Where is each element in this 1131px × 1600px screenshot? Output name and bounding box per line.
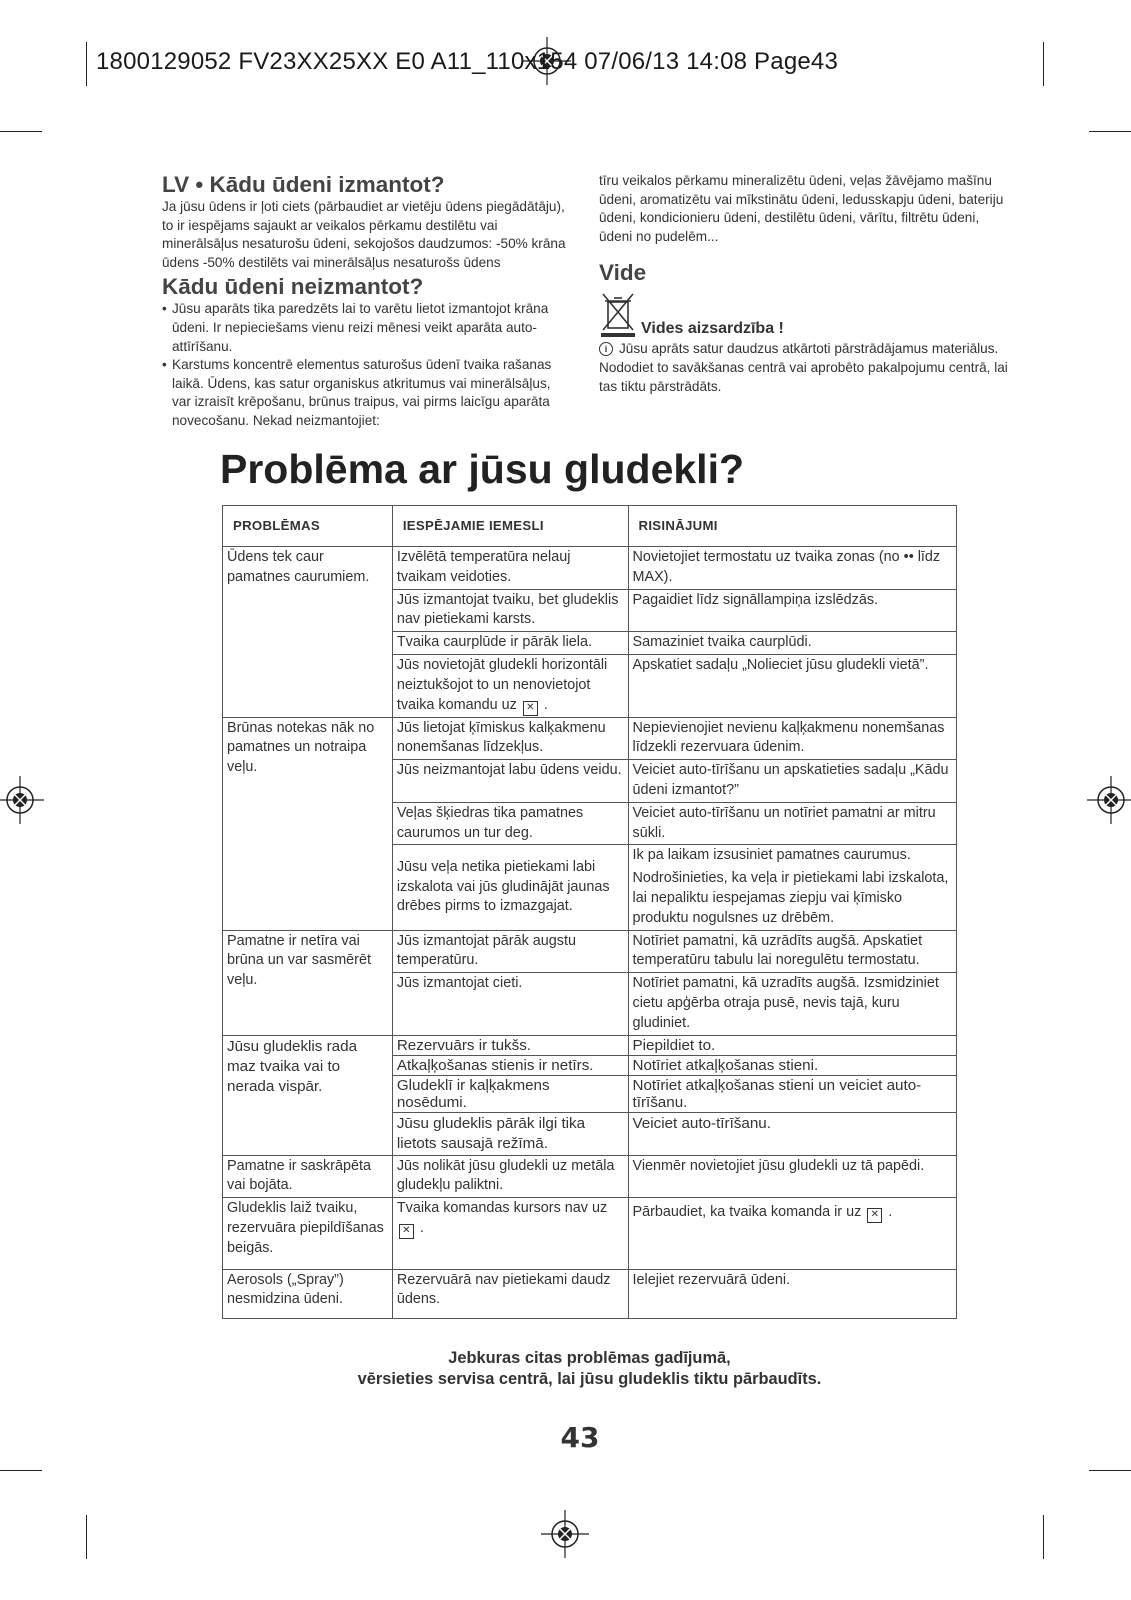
column-header-causes: IESPĒJAMIE IEMESLI bbox=[392, 506, 628, 547]
right-column bbox=[599, 172, 1009, 396]
cause-cell: Tvaika caurplūde ir pārāk liela. bbox=[392, 632, 628, 655]
environment-row bbox=[599, 290, 1009, 340]
page-number: 43 bbox=[560, 1421, 600, 1454]
cause-cell: Jūs lietojat ķīmiskus kalķakmenu nonemšanas līdzekļus. bbox=[392, 717, 628, 760]
info-row bbox=[599, 340, 1009, 359]
steam-off-symbol-icon: ✕ bbox=[399, 1224, 414, 1239]
cause-cell: Jūs novietojāt gludekli horizontāli neiztukšojot to un nenovietojot tvaika komandu uz ✕ . bbox=[392, 654, 628, 717]
solution-cell: Veiciet auto-tīrīšanu un notīriet pamatni ar mitru sūkli. bbox=[628, 802, 957, 845]
solution-cell: Notīriet atkaļķošanas stieni un veiciet auto-tīrīšanu. bbox=[628, 1075, 957, 1112]
print-slug: 1800129052 FV23XX25XX E0 A11_110x154 07/06/13 14:08 Page43 bbox=[96, 48, 839, 75]
bullet-tap-water: • Jūsu aparāts tika paredzēts lai to varētu lietot izmantojot krāna ūdeni. Ir nepieciešams vienu reizi mēnesi veikt aparāta auto-attīrīšanu. bbox=[162, 300, 572, 356]
footer-line-1: Jebkuras citas problēmas gadījumā, bbox=[448, 1349, 731, 1367]
solution-cell: Pagaidiet līdz signāllampiņa izslēdzās. bbox=[628, 589, 957, 632]
paragraph-collection-center: Nododiet to savākšanas centrā vai aprobēto pakalpojumu centrā, lai tas tiktu pārstrādāts. bbox=[599, 359, 1008, 394]
cause-cell: Jūs neizmantojat labu ūdens veidu. bbox=[392, 760, 628, 803]
cause-cell: Jūsu gludeklis pārāk ilgi tika lietots sausajā režīmā. bbox=[392, 1112, 628, 1155]
crop-mark-left-lower bbox=[0, 1470, 42, 1471]
registration-mark-bottom-icon bbox=[541, 1510, 589, 1558]
registration-mark-right-icon bbox=[1087, 776, 1131, 824]
solution-cell: Ielejiet rezervuārā ūdeni. bbox=[628, 1269, 957, 1319]
solution-cell: Novietojiet termostatu uz tvaika zonas (no •• līdz MAX). bbox=[628, 547, 957, 590]
table-row bbox=[223, 1155, 957, 1198]
cause-cell: Jūs nolikāt jūsu gludekli uz metāla gludekļu paliktni. bbox=[392, 1155, 628, 1198]
crop-mark-top-right bbox=[1043, 42, 1044, 86]
info-icon: i bbox=[599, 342, 613, 356]
heading-which-water-not: Kādu ūdeni neizmantot? bbox=[162, 274, 424, 300]
registration-mark-left-icon bbox=[0, 776, 44, 824]
crop-mark-left-upper bbox=[0, 131, 42, 132]
troubleshooting-table bbox=[222, 505, 957, 1319]
solution-cell bbox=[628, 845, 957, 930]
solution-line: Nodrošinieties, ka veļa ir pietiekami labi izskalota, lai nepaliktu iespejamas ziepju vai ķīmisko produktu nogulsnes uz drēbēm. bbox=[632, 870, 949, 926]
problem-cell: Aerosols („Spray”) nesmidzina ūdeni. bbox=[223, 1269, 393, 1319]
left-column bbox=[162, 172, 572, 431]
solution-cell: Notīriet pamatni, kā uzrādīts augšā. Apskatiet temperatūru tabulu lai noregulētu termostatu. bbox=[628, 930, 957, 973]
table-row bbox=[223, 1269, 957, 1319]
steam-off-symbol-icon: ✕ bbox=[867, 1208, 882, 1223]
cause-cell: Rezervuārs ir tukšs. bbox=[392, 1035, 628, 1055]
problem-cell: Gludeklis laiž tvaiku, rezervuāra piepildīšanas beigās. bbox=[223, 1198, 393, 1269]
table-row bbox=[223, 1035, 957, 1055]
cause-cell: Atkaļķošanas stienis ir netīrs. bbox=[392, 1055, 628, 1075]
problem-cell: Ūdens tek caur pamatnes caurumiem. bbox=[223, 547, 393, 718]
table-header-row bbox=[223, 506, 957, 547]
cause-cell: Jūs izmantojat cieti. bbox=[392, 973, 628, 1035]
environment-protection-label: Vides aizsardzība ! bbox=[641, 320, 784, 338]
table-row bbox=[223, 1198, 957, 1269]
paragraph-hard-water: Ja jūsu ūdens ir ļoti ciets (pārbaudiet ar vietēju ūdens piegādātāju), to ir iespējams sajaukt ar veikalos pērkamu destilētu vai minerālsāļus nesaturošu ūdeni, sekojošos daudzumos: -50% krāna ūdens -50% destilēts vai minerālsāļus nesaturošs ūdens bbox=[162, 199, 566, 270]
crop-mark-bottom-left bbox=[86, 1515, 87, 1559]
solution-line: Ik pa laikam izsusiniet pamatnes caurumus. bbox=[632, 847, 911, 864]
crop-mark-right-upper bbox=[1089, 131, 1131, 132]
footer-line-2: vērsieties servisa centrā, lai jūsu gludeklis tiktu pārbaudīts. bbox=[357, 1370, 822, 1388]
solution-text: Pārbaudiet, ka tvaika komanda ir uz bbox=[632, 1204, 862, 1221]
cause-text: Jūsu veļa netika pietiekami labi izskalota vai jūs gludinājāt jaunas drēbes pirms to izmazgajat. bbox=[396, 858, 610, 915]
footer-note bbox=[222, 1348, 957, 1390]
table-row bbox=[223, 717, 957, 760]
crop-mark-right-lower bbox=[1089, 1470, 1131, 1471]
problem-cell: Jūsu gludeklis rada maz tvaika vai to nerada vispār. bbox=[223, 1035, 393, 1155]
problem-cell: Brūnas notekas nāk no pamatnes un notraipa veļu. bbox=[223, 717, 393, 930]
table-row bbox=[223, 930, 957, 973]
solution-cell: Nepievienojiet nevienu kaļķakmenu nonemšanas līdzekli rezervuara ūdenim. bbox=[628, 717, 957, 760]
cause-cell: Rezervuārā nav pietiekami daudz ūdens. bbox=[392, 1269, 628, 1319]
solution-cell: Vienmēr novietojiet jūsu gludekli uz tā papēdi. bbox=[628, 1155, 957, 1198]
table-row bbox=[223, 547, 957, 590]
cause-cell: Gludeklī ir kaļķakmens nosēdumi. bbox=[392, 1075, 628, 1112]
column-header-problems: PROBLĒMAS bbox=[223, 506, 393, 547]
column-header-solutions: RISINĀJUMI bbox=[628, 506, 957, 547]
heading-environment: Vide bbox=[599, 260, 647, 286]
info-recyclable-text: Jūsu aprāts satur daudzus atkārtoti pārstrādājamus materiālus. bbox=[619, 341, 999, 357]
solution-cell: Apskatiet sadaļu „Nolieciet jūsu gludekli vietā”. bbox=[628, 654, 957, 717]
cause-cell: Jūs izmantojat pārāk augstu temperatūru. bbox=[392, 930, 628, 973]
crossed-bin-icon bbox=[599, 290, 637, 338]
solution-cell: Piepildiet to. bbox=[628, 1035, 957, 1055]
problem-cell: Pamatne ir netīra vai brūna un var sasmērēt veļu. bbox=[223, 930, 393, 1035]
cause-cell: Tvaika komandas kursors nav uz ✕ . bbox=[392, 1198, 628, 1269]
solution-cell: Notīriet pamatni, kā uzradīts augšā. Izsmidziniet cietu apģērba otraja pusē, nevis tajā, kuru gludiniet. bbox=[628, 973, 957, 1035]
paragraph-never-use-list: tīru veikalos pērkamu mineralizētu ūdeni, veļas žāvējamo mašīnu ūdeni, aromatizētu vai mīkstinātu ūdeni, ledusskapju ūdeni, bateriju ūdeni, kondicionieru ūdeni, destilētu ūdeni, vārītu, filtrētu ūdeni, ūdeni no pudelēm... bbox=[599, 173, 1004, 244]
cause-cell bbox=[392, 845, 628, 930]
solution-cell: Veiciet auto-tīrīšanu un apskatieties sadaļu „Kādu ūdeni izmantot?” bbox=[628, 760, 957, 803]
steam-off-symbol-icon: ✕ bbox=[523, 701, 538, 716]
cause-text: Tvaika komandas kursors nav uz bbox=[396, 1200, 608, 1217]
solution-cell: Notīriet atkaļķošanas stieni. bbox=[628, 1055, 957, 1075]
crop-mark-bottom-right bbox=[1043, 1515, 1044, 1559]
solution-cell: Pārbaudiet, ka tvaika komanda ir uz ✕ . bbox=[628, 1198, 957, 1269]
problem-cell: Pamatne ir saskrāpēta vai bojāta. bbox=[223, 1155, 393, 1198]
cause-cell: Izvēlētā temperatūra nelauj tvaikam veidoties. bbox=[392, 547, 628, 590]
heading-which-water: LV • Kādu ūdeni izmantot? bbox=[162, 172, 445, 197]
bullet-heat-concentrates: • Karstums koncentrē elementus saturošus ūdenī tvaika rašanas laikā. Ūdens, kas satur organiskus atkritumus vai minerālsāļus, var izraisīt krēpošanu, brūnus traipus, vai pirms laicīgu aparāta novecošanu. Nekad neizmantojiet: bbox=[162, 356, 572, 430]
page-title: Problēma ar jūsu gludekli? bbox=[220, 446, 745, 492]
solution-cell: Samaziniet tvaika caurplūdi. bbox=[628, 632, 957, 655]
cause-text: Jūs novietojāt gludekli horizontāli neiztukšojot to un nenovietojot tvaika komandu uz bbox=[396, 656, 608, 713]
cause-cell: Jūs izmantojat tvaiku, bet gludeklis nav pietiekami karsts. bbox=[392, 589, 628, 632]
crop-mark-top-left bbox=[86, 42, 87, 86]
cause-cell: Veļas šķiedras tika pamatnes caurumos un tur deg. bbox=[392, 802, 628, 845]
solution-cell: Veiciet auto-tīrīšanu. bbox=[628, 1112, 957, 1155]
